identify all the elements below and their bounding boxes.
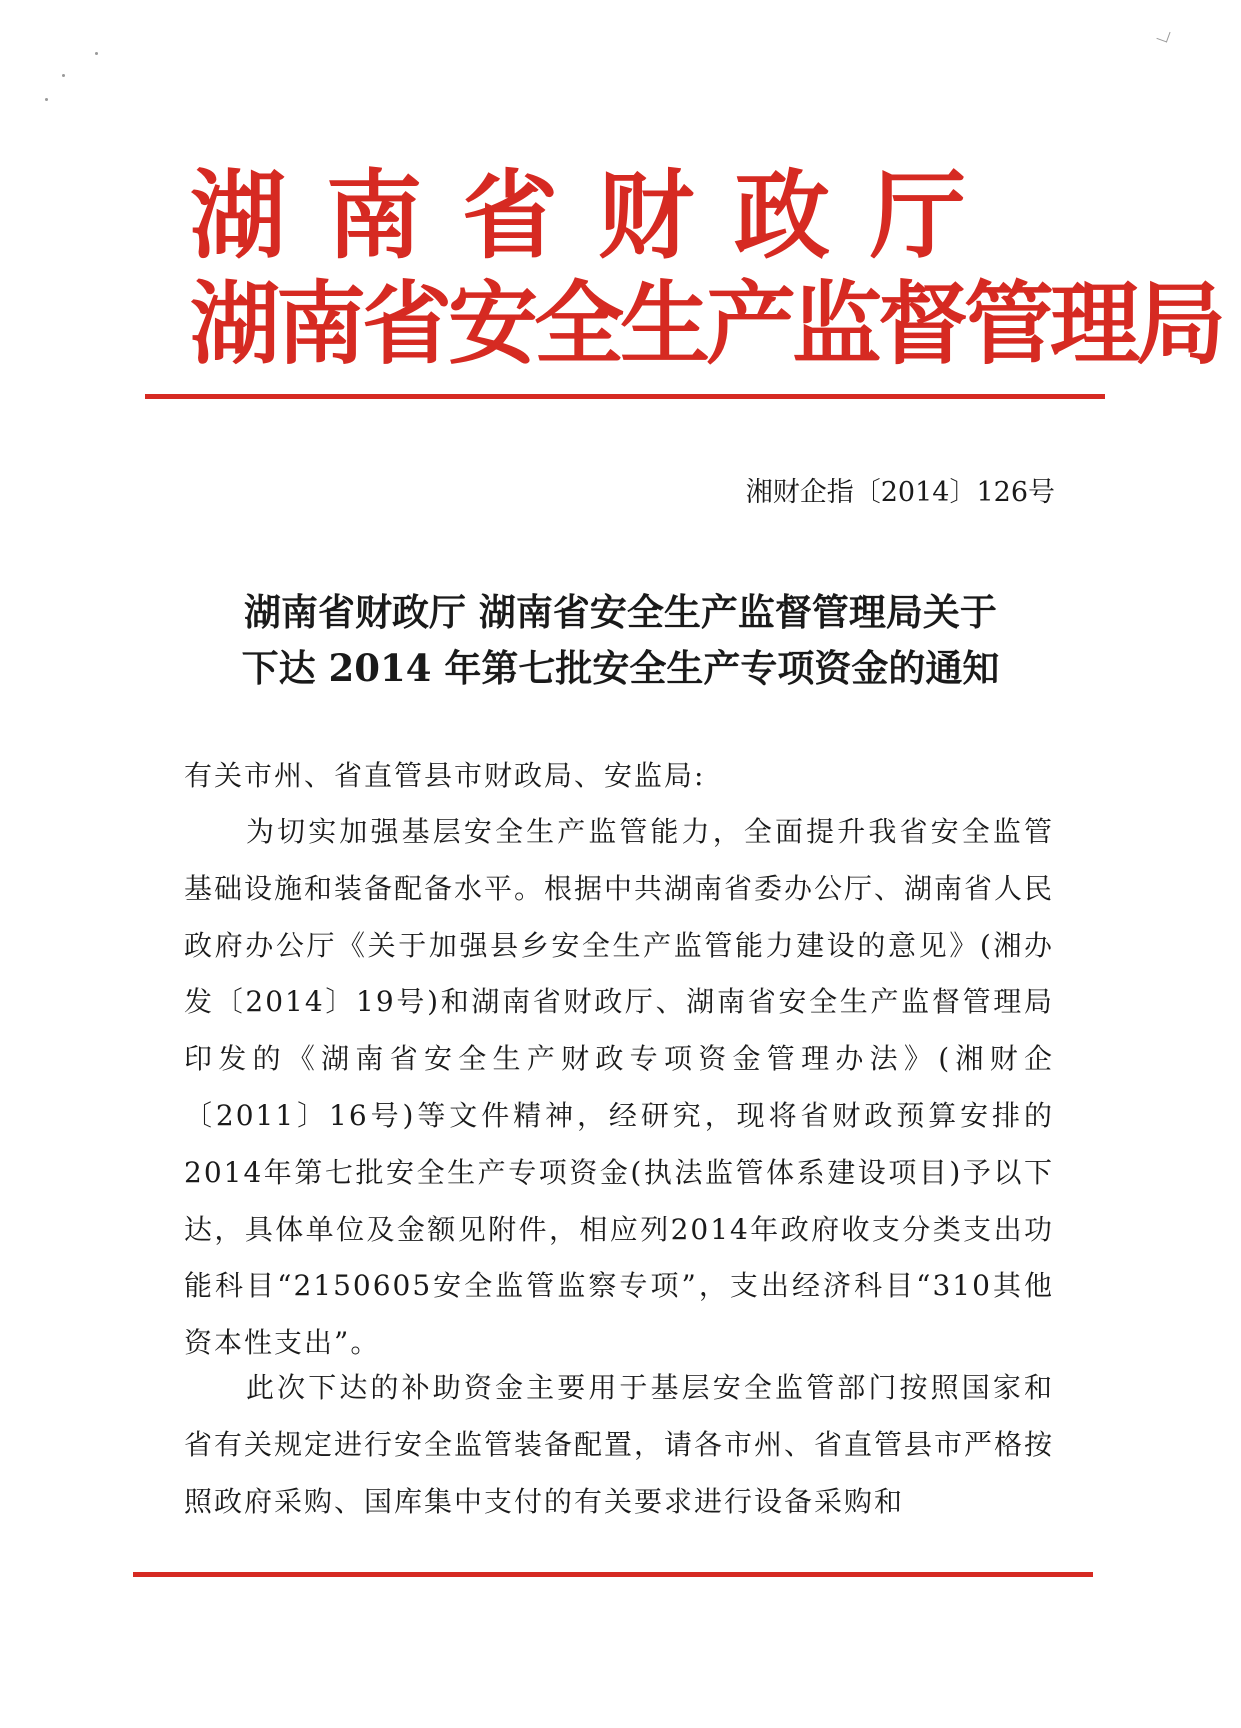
scan-speck [95,52,98,55]
letterhead-line-1: 湖南省财政厅 [190,160,1006,272]
scan-speck [62,74,65,77]
footer-divider [133,1572,1093,1577]
document-title-line-2: 下达 2014 年第七批安全生产专项资金的通知 [241,646,1000,690]
corner-mark [1156,28,1170,42]
scan-speck [45,98,48,101]
salutation: 有关市州、省直管县市财政局、安监局: [184,759,706,792]
document-title-line-1: 湖南省财政厅 湖南省安全生产监督管理局关于 [244,590,997,634]
body-paragraph: 为切实加强基层安全生产监管能力，全面提升我省安全监管基础设施和装备配备水平。根据中共湖南省委办公厅、湖南省人民政府办公厅《关于加强县乡安全生产监管能力建设的意见》(湘办发〔2014〕19号)和湖南省财政厅、湖南省安全生产监督管理局印发的《湖南省安全生产财政专项资金管理办法》(湘财企〔2011〕16号)等文件精神，经研究，现将省财政预算安排的2014年第七批安全生产专项资金(执法监管体系建设项目)予以下达，具体单位及金额见附件，相应列2014年政府收支分类支出功能科目“2150605安全监管监察专项”，支出经济科目“310其他资本性支出”。 [184,815,1055,1360]
letterhead-line-2: 湖南省安全生产监督管理局 [190,272,1222,377]
document-number: 湘财企指〔2014〕126号 [745,477,1055,508]
letterhead-divider [145,394,1105,399]
body-paragraph: 此次下达的补助资金主要用于基层安全监管部门按照国家和省有关规定进行安全监管装备配置，请各市州、省直管县市严格按照政府采购、国库集中支付的有关要求进行设备采购和 [184,1371,1055,1518]
